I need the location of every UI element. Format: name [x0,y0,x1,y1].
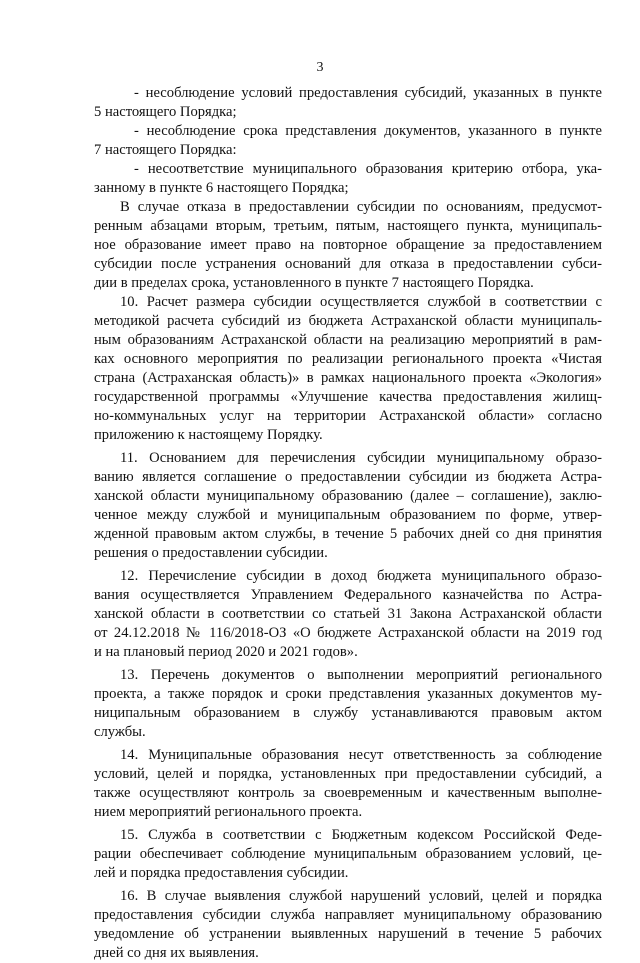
text-line: 14. Муниципальные образования несут ответственность за соблюдение [120,747,602,763]
text-line: 12. Перечисление субсидии в доход бюджета муниципального образо- [120,568,602,584]
text-line: - несоблюдение срока представления документов, указанного в пункте [134,123,602,139]
text-line: 13. Перечень документов о выполнении мероприятий регионального [120,667,602,683]
text-line: - несоблюдение условий предоставления субсидий, указанных в пункте [134,85,602,101]
text-line: ханской области муниципальному образованию (далее – соглашение), заклю- [94,488,602,504]
text-line: 7 настоящего Порядка: [94,142,237,158]
text-line: вания осуществляется Управлением Федерального казначейства по Астра- [94,587,602,603]
text-line: службы. [94,724,146,740]
text-line: также осуществляют контроль за своевременным и качественным выполне- [94,785,602,801]
text-line: - несоответствие муниципального образования критерию отбора, ука- [134,161,602,177]
text-line: ханской области в соответствии со статьей 31 Закона Астраханской области [94,606,602,622]
text-line: нием мероприятий регионального проекта. [94,804,363,820]
text-line: 10. Расчет размера субсидии осуществляется службой в соответствии с [120,294,602,310]
text-line: дней со дня их выявления. [94,945,259,961]
text-line: уведомление об устранении выявленных нарушений в течение 5 рабочих [94,926,602,942]
text-line: ченное между службой и муниципальным образованием по форме, утвер- [94,507,602,523]
text-line: В случае отказа в предоставлении субсидии по основаниям, предусмот- [120,199,602,215]
text-line: жденной правовым актом службы, в течение 5 рабочих дней со дня принятия [94,526,602,542]
text-line: ренным абзацами вторым, третьим, пятым, настоящего пункта, муниципаль- [94,218,602,234]
text-line: приложению к настоящему Порядку. [94,427,323,443]
text-line: ках основного мероприятия по реализации регионального проекта «Чистая [94,351,602,367]
text-line: 5 настоящего Порядка; [94,104,237,120]
document-body [94,84,602,963]
text-line: дии в пределах срока, установленного в пункте 7 настоящего Порядка. [94,275,534,291]
text-line: ниципальным образованием в службу устанавливаются правовым актом [94,705,602,721]
page-number: 3 [316,60,324,75]
text-line: предоставления субсидии служба направляет муниципальному образованию [94,907,602,923]
text-line: проекта, а также порядок и сроки представления указанных документов му- [94,686,602,702]
text-line: методикой расчета субсидий из бюджета Астраханской области муниципаль- [94,313,602,329]
text-line: государственной программы «Улучшение качества предоставления жилищ- [94,389,602,405]
text-line: и на плановый период 2020 и 2021 годов». [94,644,358,660]
text-line: ное образование имеет право на повторное обращение за предоставлением [94,237,602,253]
text-line: субсидии после устранения оснований для отказа в предоставлении субси- [94,256,602,272]
text-line: страна (Астраханская область)» в рамках национального проекта «Экология» [94,370,602,386]
text-line: ванию является соглашение о предоставлении субсидии из бюджета Астра- [94,469,602,485]
text-line: условий, целей и порядка, установленных при предоставлении субсидий, а [94,766,602,782]
text-line: рации обеспечивает соблюдение муниципальным образованием условий, це- [94,846,602,862]
text-line: решения о предоставлении субсидии. [94,545,328,561]
text-line: лей и порядка предоставления субсидии. [94,865,349,881]
text-line: 16. В случае выявления службой нарушений условий, целей и порядка [120,888,602,904]
text-line: от 24.12.2018 № 116/2018-ОЗ «О бюджете Астраханской области на 2019 год [94,625,602,641]
text-line: ным образованиям Астраханской области на реализацию мероприятий в рам- [94,332,602,348]
text-line: занному в пункте 6 настоящего Порядка; [94,180,349,196]
text-line: 11. Основанием для перечисления субсидии муниципальному образо- [120,450,602,466]
text-line: 15. Служба в соответствии с Бюджетным кодексом Российской Феде- [120,827,602,843]
text-line: но-коммунальных услуг на территории Астраханской области» согласно [94,408,602,424]
